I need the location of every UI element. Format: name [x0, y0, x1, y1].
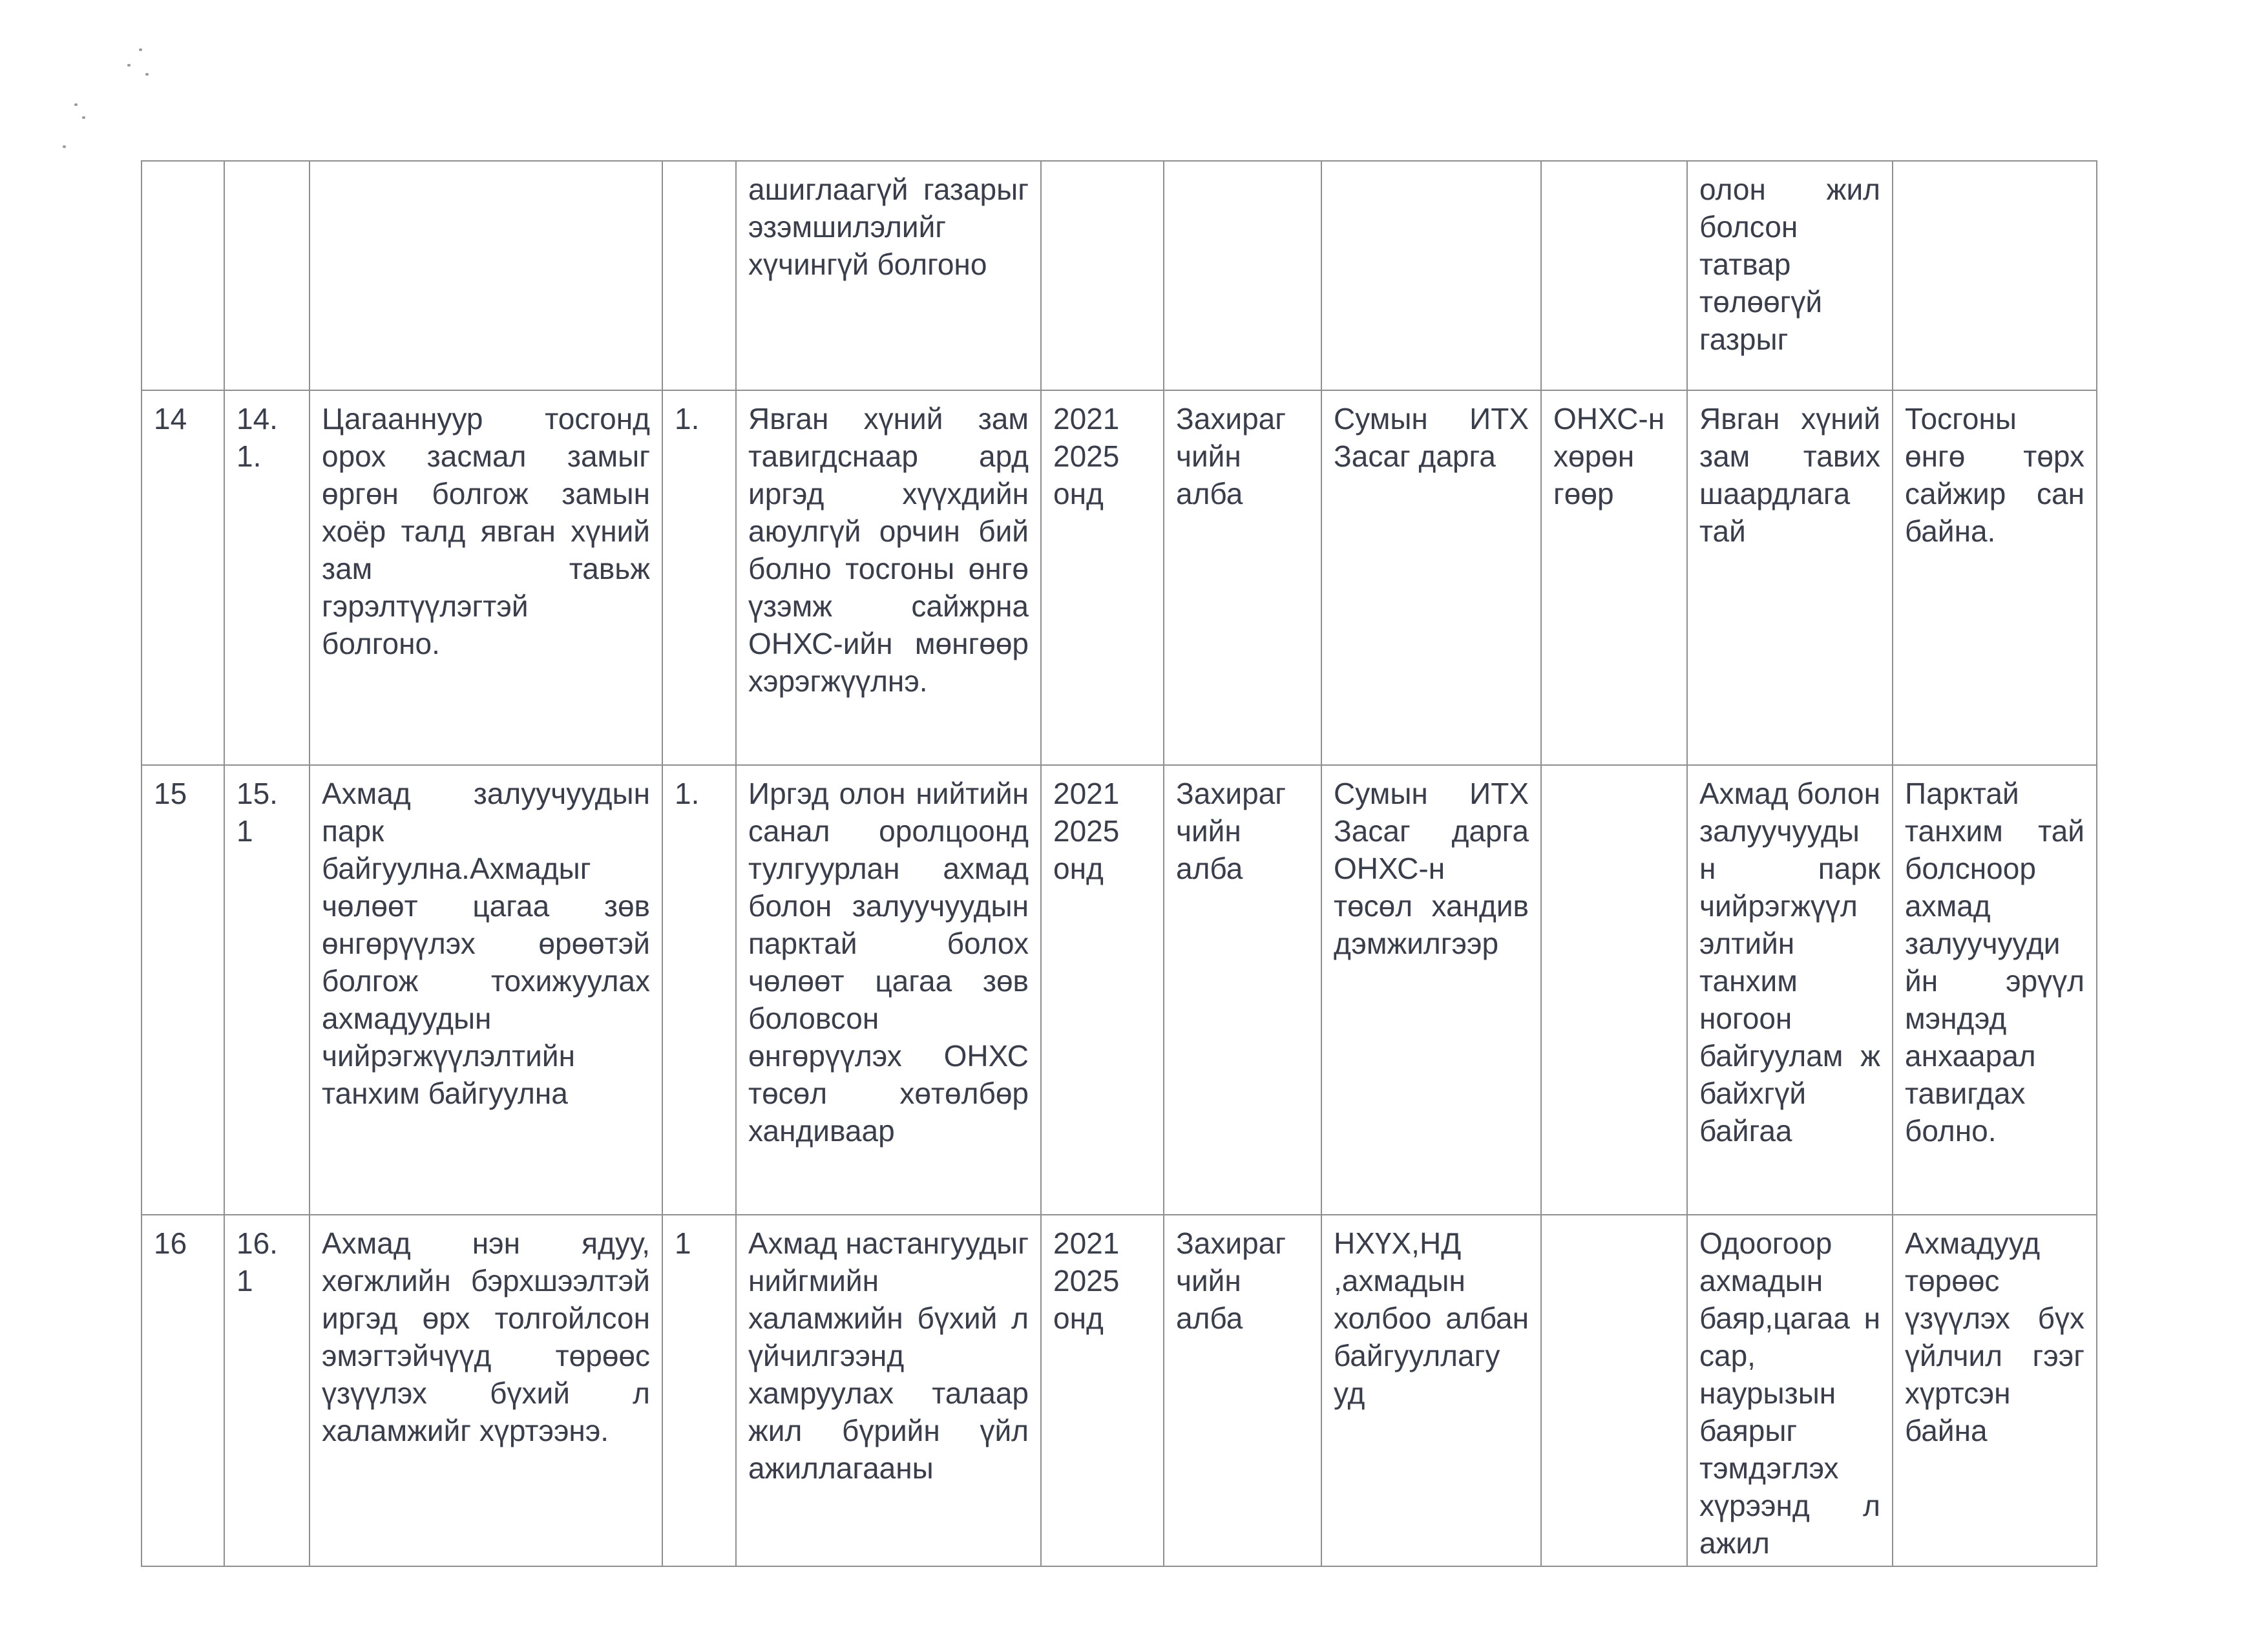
activity-cell	[310, 161, 662, 390]
funding-cell	[1541, 161, 1687, 390]
years-cell: 2021 2025 онд	[1041, 1215, 1164, 1566]
baseline-cell: Ахмад болон залуучууды н парк чийрэгжүүл элтийн танхим ногоон байгуулам ж байхгүй байгаа	[1687, 765, 1893, 1215]
activity-cell: Ахмад нэн ядуу, хөгжлийн бэрхшээлтэй иргэд өрх толгойлсон эмэгтэйчүүд төрөөс үзүүлэх бүхий л халамжийг хүртээнэ.	[310, 1215, 662, 1566]
sub-number-cell: 15. 1	[224, 765, 310, 1215]
result-cell: ашиглаагүй газарыг эзэмшилэлийг хүчингүй болгоно	[736, 161, 1041, 390]
row-number-cell: 14	[142, 390, 224, 765]
result-cell: Иргэд олон нийтийн санал оролцоонд тулгуурлан ахмад болон залуучуудын парктай болох чөлөөт цагаа зөв боловсон өнгөрүүлэх ОНХС төсөл хөтөлбөр хандиваар	[736, 765, 1041, 1215]
table-row	[142, 1215, 2097, 1566]
years-cell: 2021 2025 онд	[1041, 390, 1164, 765]
responsible-cell: Сумын ИТХ Засаг дарга ОНХС-н төсөл хандив дэмжилгээр	[1321, 765, 1541, 1215]
result-cell: Явган хүний зам тавигдснаар ард иргэд хүүхдийн аюулгүй орчин бий болно тосгоны өнгө үзэмж сайжрна ОНХС-ийн мөнгөөр хэрэгжүүлнэ.	[736, 390, 1041, 765]
item-number-cell	[662, 161, 736, 390]
activity-cell: Ахмад залуучуудын парк байгуулна.Ахмадыг чөлөөт цагаа зөв өнгөрүүлэх өрөөтэй болгож тохижуулах ахмадуудын чийрэгжүүлэлтийн танхим байгуулна	[310, 765, 662, 1215]
row-number-cell	[142, 161, 224, 390]
funding-cell	[1541, 1215, 1687, 1566]
baseline-cell: Одоогоор ахмадын баяр,цагаа н сар, наурызын баярыг тэмдэглэх хүрээнд л ажил	[1687, 1215, 1893, 1566]
funding-cell	[1541, 765, 1687, 1215]
expected-result-cell: Парктай танхим тай болсноор ахмад залуучууди йн эрүүл мэндэд анхаарал тавигдах болно.	[1893, 765, 2097, 1215]
sub-number-cell: 16. 1	[224, 1215, 310, 1566]
item-number-cell: 1.	[662, 390, 736, 765]
table-row	[142, 161, 2097, 390]
plan-table	[141, 160, 2097, 1567]
result-cell: Ахмад настангуудыг нийгмийн халамжийн бүхий л үйчилгээнд хамруулах талаар жил бүрийн үйл ажиллагааны	[736, 1215, 1041, 1566]
expected-result-cell: Тосгоны өнгө төрх сайжир сан байна.	[1893, 390, 2097, 765]
years-cell: 2021 2025 онд	[1041, 765, 1164, 1215]
expected-result-cell: Ахмадууд төрөөс үзүүлэх бүх үйлчил гээг хүртсэн байна	[1893, 1215, 2097, 1566]
organization-cell	[1164, 161, 1321, 390]
responsible-cell: НХҮХ,НД ,ахмадын холбоо албан байгууллагу уд	[1321, 1215, 1541, 1566]
sub-number-cell	[224, 161, 310, 390]
sub-number-cell: 14. 1.	[224, 390, 310, 765]
item-number-cell: 1	[662, 1215, 736, 1566]
row-number-cell: 16	[142, 1215, 224, 1566]
years-cell	[1041, 161, 1164, 390]
responsible-cell	[1321, 161, 1541, 390]
funding-cell: ОНХС-н хөрөн гөөр	[1541, 390, 1687, 765]
row-number-cell: 15	[142, 765, 224, 1215]
item-number-cell: 1.	[662, 765, 736, 1215]
responsible-cell: Сумын ИТХ Засаг дарга	[1321, 390, 1541, 765]
expected-result-cell	[1893, 161, 2097, 390]
table-row	[142, 765, 2097, 1215]
baseline-cell: Явган хүний зам тавих шаардлага тай	[1687, 390, 1893, 765]
activity-cell: Цагааннуур тосгонд орох засмал замыг өргөн болгож замын хоёр талд явган хүний зам тавьж гэрэлтүүлэгтэй болгоно.	[310, 390, 662, 765]
scan-specks	[55, 36, 184, 165]
table-row	[142, 390, 2097, 765]
organization-cell: Захираг чийн алба	[1164, 765, 1321, 1215]
baseline-cell: олон жил болсон татвар төлөөгүй газрыг	[1687, 161, 1893, 390]
organization-cell: Захираг чийн алба	[1164, 1215, 1321, 1566]
organization-cell: Захираг чийн алба	[1164, 390, 1321, 765]
